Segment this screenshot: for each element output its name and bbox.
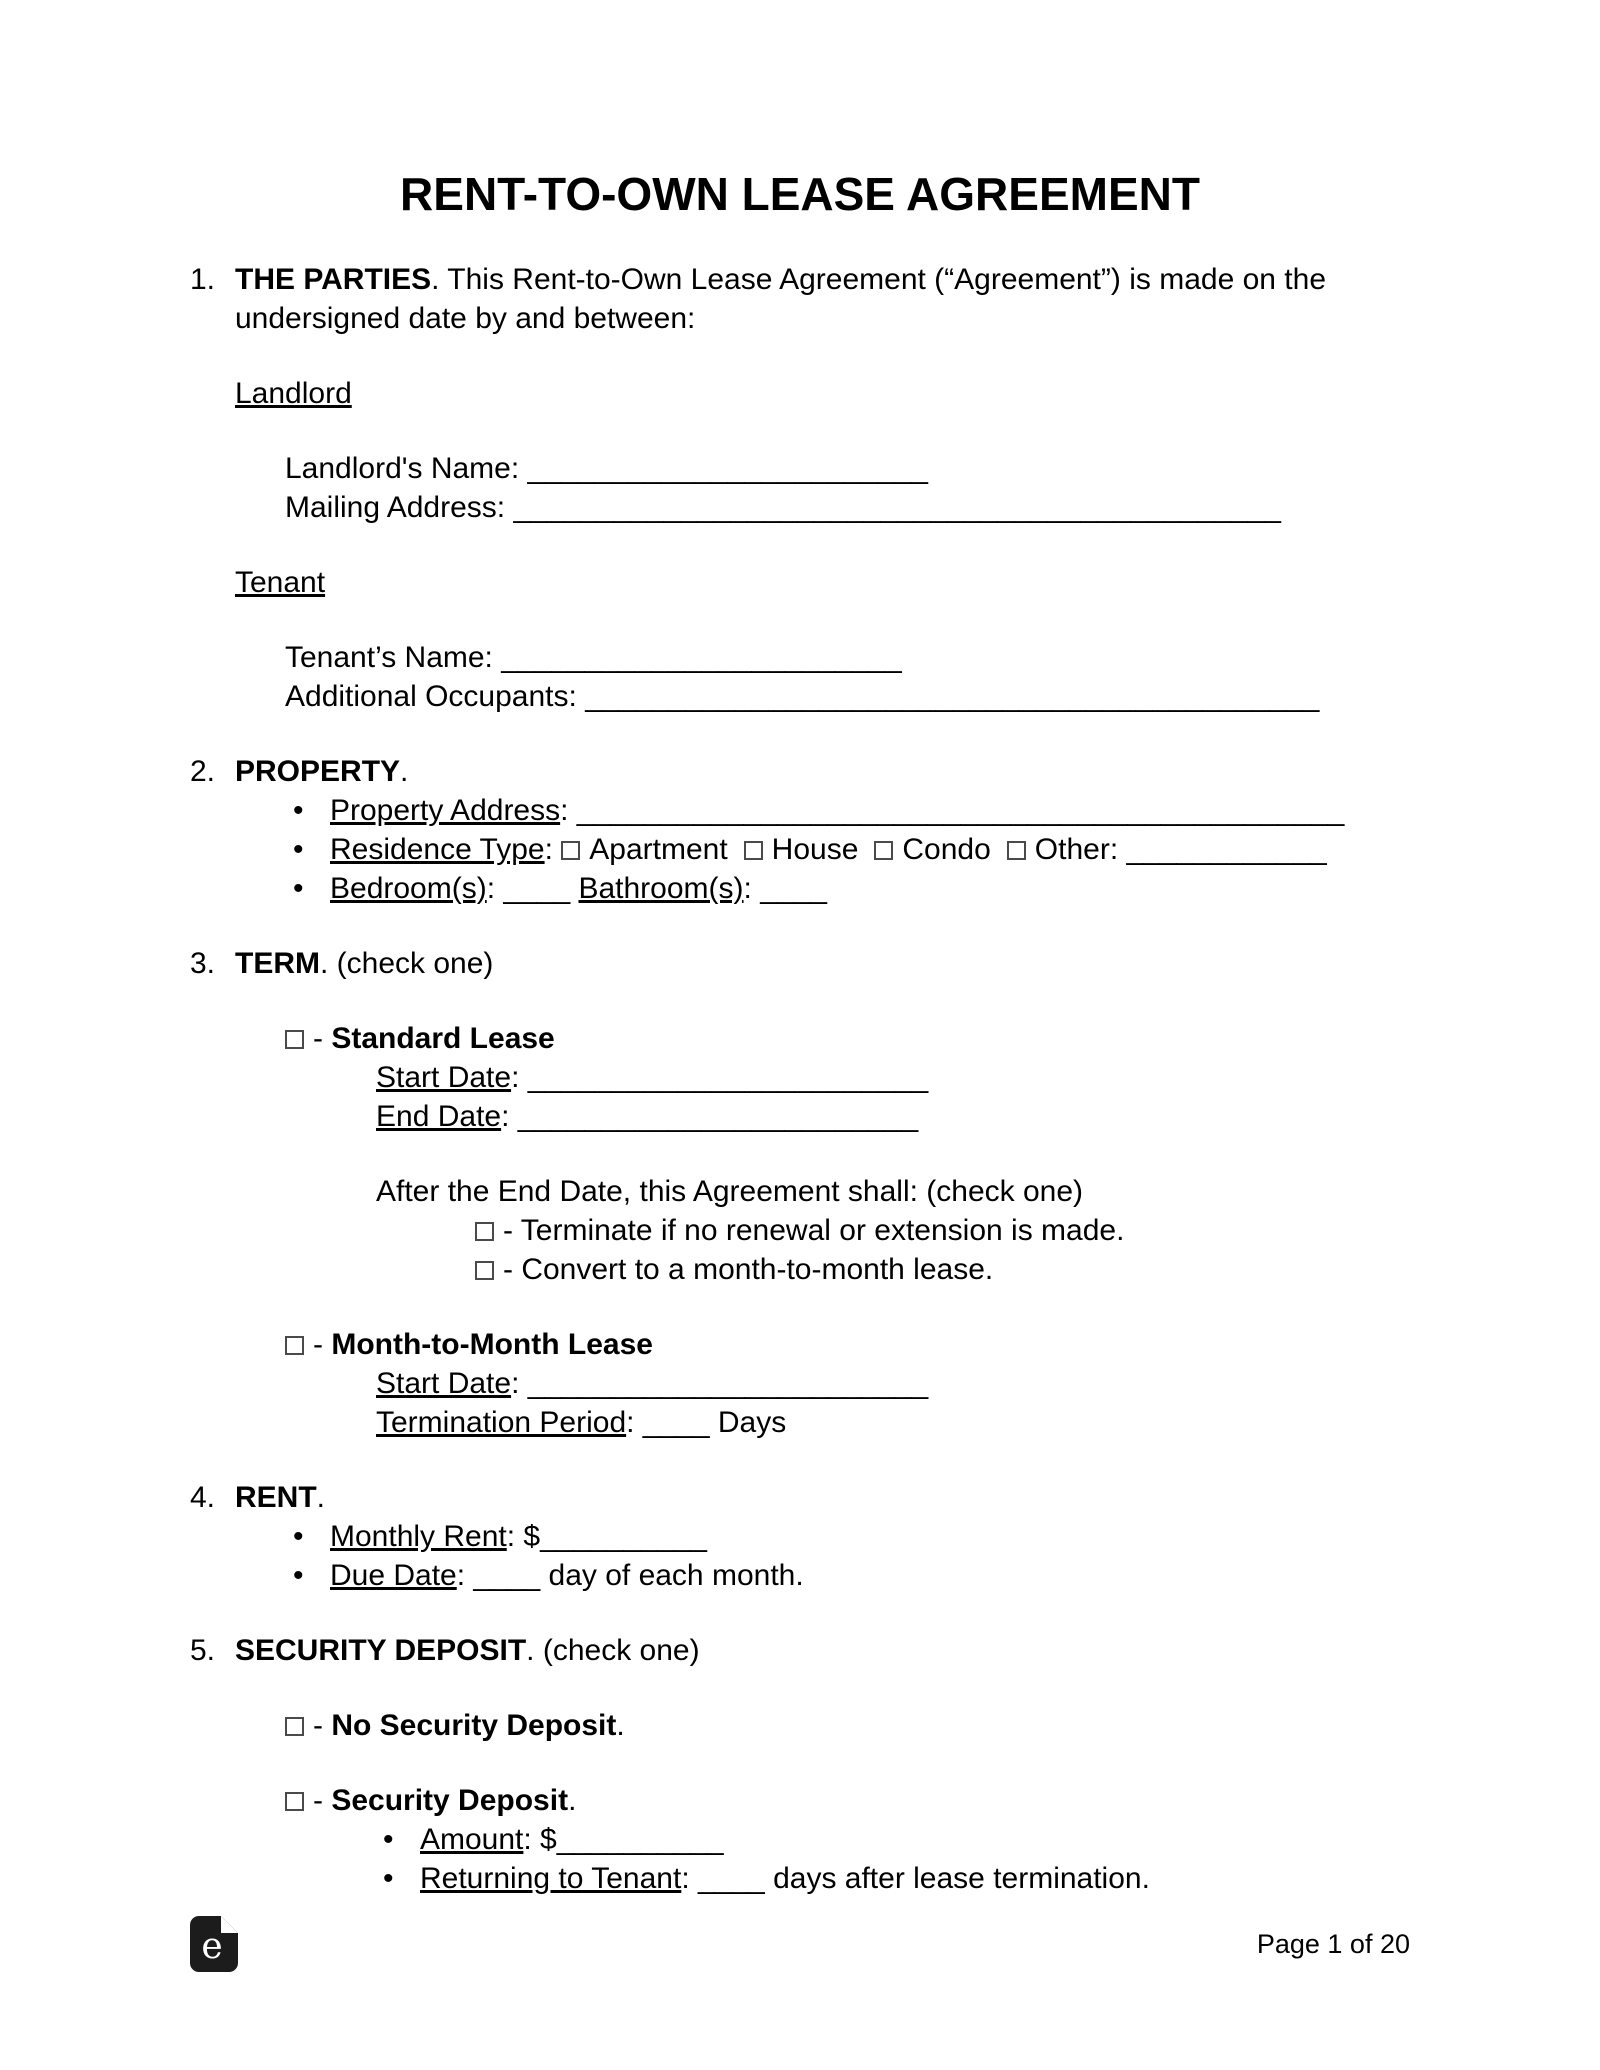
monthly-rent-label: Monthly Rent: [330, 1520, 507, 1553]
mailing-address-blank[interactable]: ______________________________________________: [513, 491, 1281, 524]
property-heading-period: .: [400, 755, 409, 788]
parties-heading: THE PARTIES: [235, 263, 432, 296]
tenant-name-label: Tenant’s Name:: [285, 641, 502, 674]
due-date-after: day of each month.: [540, 1559, 804, 1592]
after-end-date-text: After the End Date, this Agreement shall: (check one): [376, 1175, 1084, 1208]
start-date-colon: :: [511, 1061, 528, 1094]
checkbox-other[interactable]: [1007, 841, 1026, 860]
tenant-name-blank[interactable]: ________________________: [501, 641, 902, 674]
apartment-option-label: Apartment: [589, 833, 728, 866]
due-date-blank[interactable]: ____: [473, 1559, 541, 1592]
checkbox-no-security-deposit[interactable]: [285, 1717, 304, 1736]
page-title: RENT-TO-OWN LEASE AGREEMENT: [400, 168, 1200, 220]
no-deposit-dash: -: [313, 1709, 332, 1742]
termination-period-blank[interactable]: ____: [642, 1406, 710, 1439]
terminate-option-label: - Terminate if no renewal or extension is made.: [503, 1214, 1125, 1247]
bullet-icon: [293, 1556, 330, 1595]
page-number: Page 1 of 20: [1256, 1928, 1410, 1959]
term-heading: TERM: [235, 947, 320, 980]
checkbox-house[interactable]: [744, 841, 763, 860]
property-heading-body: [235, 752, 1410, 791]
house-option-label: House: [771, 833, 859, 866]
termination-period-label: Termination Period: [376, 1406, 627, 1439]
no-deposit-label: No Security Deposit: [331, 1709, 617, 1742]
returning-label: Returning to Tenant: [420, 1862, 682, 1895]
parties-intro: [190, 260, 1410, 338]
residence-type-label: Residence Type: [330, 833, 545, 866]
convert-option-label: - Convert to a month-to-month lease.: [503, 1253, 994, 1286]
amount-blank[interactable]: __________: [556, 1823, 724, 1856]
m2m-start-row: [376, 1364, 1410, 1403]
tenant-label: Tenant: [235, 566, 326, 599]
rent-heading-row: [190, 1478, 1410, 1517]
bullet-icon: [293, 830, 330, 869]
returning-row: [383, 1859, 1410, 1898]
occupants-row: [285, 677, 1410, 716]
property-heading: PROPERTY: [235, 755, 401, 788]
mailing-address-label: Mailing Address:: [285, 491, 514, 524]
returning-rest: :: [681, 1862, 698, 1895]
due-date-row: [293, 1556, 1410, 1595]
bullet-icon: [383, 1859, 420, 1898]
start-date-label: Start Date: [376, 1061, 512, 1094]
section-rent: [190, 1478, 1410, 1595]
bathrooms-label: Bathroom(s): [578, 872, 744, 905]
term-number: 3.: [190, 947, 216, 980]
month-to-month-row: [285, 1325, 1410, 1364]
property-address-colon: :: [560, 794, 577, 827]
deposit-dash: -: [313, 1784, 332, 1817]
deposit-heading-note: . (check one): [526, 1634, 700, 1667]
property-address-label: Property Address: [330, 794, 561, 827]
deposit-block: [190, 1781, 1410, 1898]
bullet-icon: [293, 791, 330, 830]
standard-end-blank[interactable]: ________________________: [517, 1100, 919, 1133]
tenant-subheading: [235, 563, 1410, 602]
after-end-date-note: [376, 1172, 1410, 1211]
other-option-label: Other:: [1034, 833, 1127, 866]
checkbox-standard-lease[interactable]: [285, 1030, 304, 1049]
standard-lease-label: Standard Lease: [331, 1022, 555, 1055]
due-date-rest: :: [456, 1559, 474, 1592]
checkbox-month-to-month[interactable]: [285, 1336, 304, 1355]
deposit-heading: SECURITY DEPOSIT: [235, 1634, 527, 1667]
end-date-label: End Date: [376, 1100, 502, 1133]
landlord-subheading: [235, 374, 1410, 413]
occupants-label: Additional Occupants:: [285, 680, 586, 713]
property-address-blank[interactable]: ______________________________________________: [576, 794, 1345, 827]
bullet-icon: [293, 1517, 330, 1556]
amount-rest: : $: [523, 1823, 557, 1856]
termination-period-colon: :: [626, 1406, 643, 1439]
bathrooms-colon: :: [743, 872, 761, 905]
term-heading-note: . (check one): [320, 947, 494, 980]
due-date-label: Due Date: [330, 1559, 457, 1592]
term-heading-row: [190, 944, 1410, 983]
bathrooms-blank[interactable]: ____: [760, 872, 827, 905]
standard-end-row: [376, 1097, 1410, 1136]
terminate-option-row: [475, 1211, 1410, 1250]
property-number: 2.: [190, 755, 216, 788]
checkbox-convert[interactable]: [475, 1261, 494, 1280]
term-heading-body: [235, 944, 1410, 983]
month-to-month-block: [190, 1325, 1410, 1442]
parties-number: 1.: [190, 263, 216, 296]
termination-period-row: [376, 1403, 1410, 1442]
property-address-row: [293, 791, 1410, 830]
checkbox-apartment[interactable]: [561, 841, 580, 860]
bed-bath-row: [293, 869, 1410, 908]
bedrooms-colon: :: [486, 872, 504, 905]
deposit-heading-body: [235, 1631, 1410, 1670]
bullet-icon: [383, 1820, 420, 1859]
property-heading-row: [190, 752, 1410, 791]
section-term: [190, 944, 1410, 1442]
tenant-name-row: [285, 638, 1410, 677]
termination-period-after: Days: [709, 1406, 787, 1439]
landlord-fields: [190, 449, 1410, 527]
standard-lease-row: [285, 1019, 1410, 1058]
m2m-start-colon: :: [511, 1367, 528, 1400]
deposit-period: .: [568, 1784, 577, 1817]
returning-blank[interactable]: ____: [697, 1862, 765, 1895]
standard-lease-dash: -: [313, 1022, 332, 1055]
residence-type-row: [293, 830, 1410, 869]
mailing-address-row: [285, 488, 1410, 527]
bedrooms-label: Bedroom(s): [330, 872, 487, 905]
landlord-label: Landlord: [235, 377, 352, 410]
no-deposit-row: [285, 1706, 1410, 1745]
rent-heading-period: .: [316, 1481, 326, 1514]
checkbox-security-deposit[interactable]: [285, 1792, 304, 1811]
checkbox-condo[interactable]: [874, 841, 893, 860]
amount-row: [383, 1820, 1410, 1859]
amount-label: Amount: [420, 1823, 524, 1856]
page-footer: [190, 1916, 1410, 1972]
landlord-name-blank[interactable]: ________________________: [527, 452, 928, 485]
occupants-blank[interactable]: ____________________________________________: [585, 680, 1320, 713]
parties-intro-text: . This Rent-to-Own Lease Agreement (“Agreement”) is made on the undersigned date by and between:: [235, 263, 1326, 335]
monthly-rent-row: [293, 1517, 1410, 1556]
standard-start-blank[interactable]: ________________________: [527, 1061, 929, 1094]
section-security-deposit: [190, 1631, 1410, 1898]
tenant-fields: [190, 638, 1410, 716]
after-end-date-block: [190, 1172, 1410, 1289]
eforms-logo: [190, 1916, 238, 1972]
standard-lease-block: [190, 1019, 1410, 1136]
section-property: [190, 752, 1410, 908]
rent-heading-body: [235, 1478, 1410, 1517]
landlord-name-row: [285, 449, 1410, 488]
svg-text:e: e: [201, 1926, 223, 1967]
section-the-parties: [190, 260, 1410, 716]
returning-after: days after lease termination.: [764, 1862, 1150, 1895]
monthly-rent-blank[interactable]: __________: [540, 1520, 707, 1553]
other-blank[interactable]: ____________: [1126, 833, 1327, 866]
deposit-heading-row: [190, 1631, 1410, 1670]
condo-option-label: Condo: [902, 833, 991, 866]
deposit-number: 5.: [190, 1634, 216, 1667]
end-date-colon: :: [501, 1100, 518, 1133]
rent-heading: RENT: [235, 1481, 317, 1514]
parties-intro-body: [235, 260, 1410, 338]
month-to-month-label: Month-to-Month Lease: [331, 1328, 653, 1361]
convert-option-row: [475, 1250, 1410, 1289]
bullet-icon: [293, 869, 330, 908]
monthly-rent-rest: : $: [506, 1520, 541, 1553]
month-to-month-dash: -: [313, 1328, 332, 1361]
deposit-label: Security Deposit: [331, 1784, 569, 1817]
bedrooms-blank[interactable]: ____: [503, 872, 579, 905]
rent-number: 4.: [190, 1481, 216, 1514]
no-deposit-period: .: [616, 1709, 625, 1742]
deposit-row: [285, 1781, 1410, 1820]
checkbox-terminate[interactable]: [475, 1222, 494, 1241]
residence-type-colon: :: [544, 833, 562, 866]
standard-start-row: [376, 1058, 1410, 1097]
m2m-start-blank[interactable]: ________________________: [527, 1367, 929, 1400]
m2m-start-label: Start Date: [376, 1367, 512, 1400]
landlord-name-label: Landlord's Name:: [285, 452, 528, 485]
